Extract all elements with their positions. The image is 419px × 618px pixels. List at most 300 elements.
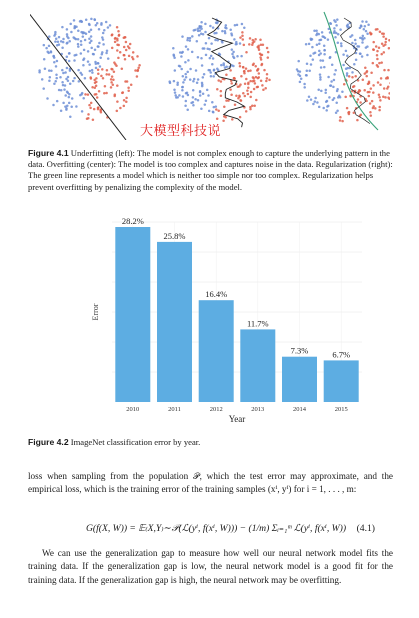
data-point bbox=[197, 99, 200, 102]
data-point bbox=[66, 35, 69, 38]
data-point bbox=[378, 93, 381, 96]
data-point bbox=[93, 79, 96, 82]
data-point bbox=[252, 76, 255, 79]
data-point bbox=[376, 64, 379, 66]
data-point bbox=[136, 70, 139, 73]
data-point bbox=[181, 51, 184, 54]
data-point bbox=[245, 110, 248, 113]
data-point bbox=[383, 87, 386, 90]
data-point bbox=[215, 108, 218, 111]
data-point bbox=[254, 38, 257, 41]
data-point bbox=[97, 72, 100, 75]
data-point bbox=[242, 92, 245, 95]
data-point bbox=[347, 24, 350, 27]
data-point bbox=[48, 79, 51, 82]
data-point bbox=[220, 80, 223, 83]
data-point bbox=[330, 22, 333, 25]
data-point bbox=[245, 51, 248, 54]
data-point bbox=[340, 45, 343, 48]
data-point bbox=[136, 75, 139, 78]
data-point bbox=[320, 90, 323, 93]
data-point bbox=[243, 26, 246, 29]
data-point bbox=[299, 75, 302, 78]
data-point bbox=[62, 38, 65, 41]
data-point bbox=[388, 47, 390, 50]
data-point bbox=[247, 70, 250, 73]
data-point bbox=[112, 79, 115, 82]
data-point bbox=[88, 37, 91, 40]
data-point bbox=[363, 89, 366, 92]
data-point bbox=[41, 78, 44, 81]
data-point bbox=[346, 72, 349, 75]
data-point bbox=[244, 82, 247, 85]
x-tick-label: 2011 bbox=[168, 406, 181, 413]
data-point bbox=[196, 40, 199, 43]
data-point bbox=[266, 73, 269, 76]
data-point bbox=[323, 49, 326, 52]
data-point bbox=[351, 76, 354, 79]
data-point bbox=[251, 43, 254, 46]
data-point bbox=[378, 47, 381, 50]
data-point bbox=[241, 23, 244, 26]
data-point bbox=[174, 69, 177, 72]
data-point bbox=[48, 69, 51, 72]
figure-4-1-label: Figure 4.1 bbox=[28, 148, 69, 158]
data-point bbox=[359, 89, 362, 92]
data-point bbox=[123, 36, 126, 39]
data-point bbox=[88, 63, 91, 66]
data-point bbox=[248, 43, 251, 46]
data-point bbox=[318, 54, 321, 57]
data-point bbox=[101, 53, 104, 56]
data-point bbox=[200, 28, 203, 31]
data-point bbox=[361, 41, 364, 44]
data-point bbox=[110, 78, 113, 81]
data-point bbox=[217, 109, 220, 112]
data-point bbox=[230, 94, 233, 97]
data-point bbox=[249, 80, 252, 83]
data-point bbox=[384, 41, 387, 44]
data-point bbox=[260, 53, 263, 56]
data-point bbox=[321, 31, 324, 34]
data-point bbox=[137, 66, 140, 69]
data-point bbox=[330, 80, 333, 83]
data-point bbox=[103, 92, 106, 95]
data-point bbox=[55, 74, 58, 77]
data-point bbox=[242, 66, 245, 69]
data-point bbox=[231, 53, 234, 56]
data-point bbox=[180, 68, 183, 71]
data-point bbox=[328, 96, 331, 99]
data-point bbox=[254, 82, 257, 85]
data-point bbox=[88, 30, 91, 33]
data-point bbox=[235, 94, 238, 97]
data-point bbox=[256, 86, 259, 89]
data-point bbox=[381, 43, 384, 46]
data-point bbox=[192, 80, 195, 83]
data-point bbox=[303, 86, 306, 89]
data-point bbox=[43, 58, 46, 61]
data-point bbox=[189, 39, 192, 42]
data-point bbox=[339, 116, 342, 119]
data-point bbox=[240, 75, 243, 78]
data-point bbox=[111, 33, 114, 36]
data-point bbox=[366, 70, 369, 73]
data-point bbox=[346, 107, 349, 110]
data-point bbox=[96, 96, 99, 99]
data-point bbox=[186, 39, 189, 42]
data-point bbox=[215, 105, 218, 108]
figure-4-2-caption bbox=[28, 437, 393, 448]
bar-2012 bbox=[199, 300, 234, 402]
data-point bbox=[374, 107, 377, 110]
data-point bbox=[235, 43, 238, 46]
data-point bbox=[211, 101, 214, 104]
data-point bbox=[312, 58, 315, 61]
data-point bbox=[340, 42, 343, 45]
data-point bbox=[360, 25, 363, 28]
data-point bbox=[366, 33, 369, 36]
data-point bbox=[332, 86, 335, 89]
data-point bbox=[310, 98, 313, 101]
data-point bbox=[58, 89, 61, 92]
data-point bbox=[244, 95, 247, 98]
data-point bbox=[105, 52, 108, 55]
data-point bbox=[42, 87, 45, 90]
data-point bbox=[95, 93, 98, 96]
data-point bbox=[308, 96, 311, 99]
data-point bbox=[74, 25, 77, 28]
data-point bbox=[97, 106, 100, 109]
data-point bbox=[358, 45, 361, 48]
data-point bbox=[337, 41, 340, 44]
data-point bbox=[174, 94, 177, 97]
data-point bbox=[319, 73, 322, 76]
data-point bbox=[324, 92, 327, 95]
data-point bbox=[265, 80, 268, 83]
data-point bbox=[123, 105, 126, 108]
data-point bbox=[334, 36, 337, 39]
data-point bbox=[66, 55, 69, 58]
data-point bbox=[359, 52, 362, 55]
data-point bbox=[325, 100, 328, 103]
data-point bbox=[189, 37, 192, 40]
data-point bbox=[305, 74, 308, 77]
data-point bbox=[387, 85, 390, 88]
data-point bbox=[220, 64, 223, 67]
data-point bbox=[253, 80, 256, 83]
data-point bbox=[209, 71, 212, 74]
data-point bbox=[369, 111, 372, 114]
data-point bbox=[211, 63, 214, 66]
data-point bbox=[212, 26, 215, 29]
data-point bbox=[38, 71, 41, 74]
data-point bbox=[101, 36, 104, 39]
data-point bbox=[311, 46, 314, 49]
data-point bbox=[231, 118, 234, 121]
data-point bbox=[79, 72, 82, 75]
data-point bbox=[229, 88, 232, 91]
data-point bbox=[316, 101, 319, 104]
data-point bbox=[102, 43, 105, 46]
data-point bbox=[363, 37, 366, 40]
data-point bbox=[199, 94, 202, 97]
data-point bbox=[308, 43, 311, 46]
data-point bbox=[209, 57, 212, 60]
data-point bbox=[87, 60, 90, 63]
data-point bbox=[216, 68, 219, 71]
data-point bbox=[84, 93, 87, 96]
bar-2010 bbox=[115, 227, 150, 402]
data-point bbox=[369, 102, 372, 105]
data-point bbox=[100, 75, 103, 78]
data-point bbox=[359, 37, 362, 40]
data-point bbox=[55, 77, 58, 80]
data-point bbox=[221, 41, 224, 44]
data-point bbox=[192, 96, 195, 99]
data-point bbox=[173, 54, 176, 57]
data-point bbox=[193, 78, 196, 81]
data-point bbox=[367, 91, 370, 94]
data-point bbox=[115, 64, 118, 67]
data-point bbox=[111, 47, 114, 50]
data-point bbox=[88, 23, 91, 26]
data-point bbox=[91, 69, 94, 72]
data-point bbox=[134, 69, 137, 72]
data-point bbox=[56, 44, 59, 47]
data-point bbox=[300, 78, 303, 81]
data-point bbox=[75, 38, 78, 41]
data-point bbox=[90, 102, 93, 105]
data-point bbox=[322, 59, 325, 62]
data-point bbox=[127, 90, 130, 93]
data-point bbox=[209, 25, 212, 28]
data-point bbox=[114, 37, 117, 40]
data-point bbox=[185, 76, 188, 79]
data-point bbox=[61, 69, 64, 72]
data-point bbox=[363, 28, 366, 31]
data-point bbox=[54, 40, 57, 43]
data-point bbox=[384, 96, 387, 99]
data-point bbox=[378, 96, 381, 99]
data-point bbox=[247, 93, 250, 96]
data-point bbox=[201, 64, 204, 67]
data-point bbox=[85, 18, 88, 21]
data-point bbox=[319, 78, 322, 81]
bar-value-label: 25.8% bbox=[163, 230, 186, 241]
data-point bbox=[68, 60, 71, 63]
data-point bbox=[49, 76, 52, 79]
data-point bbox=[202, 93, 205, 96]
data-point bbox=[315, 29, 318, 32]
data-point bbox=[65, 78, 68, 81]
data-point bbox=[216, 88, 219, 91]
data-point bbox=[250, 91, 253, 94]
data-point bbox=[61, 26, 64, 29]
data-point bbox=[310, 63, 313, 66]
data-point bbox=[186, 91, 189, 94]
data-point bbox=[212, 111, 215, 114]
data-point bbox=[192, 89, 195, 92]
data-point bbox=[223, 115, 226, 118]
data-point bbox=[380, 61, 383, 64]
data-point bbox=[123, 99, 126, 102]
data-point bbox=[90, 40, 93, 43]
data-point bbox=[372, 105, 375, 108]
data-point bbox=[123, 54, 126, 57]
data-point bbox=[268, 79, 271, 82]
bar-value-label: 11.7% bbox=[246, 318, 269, 329]
data-point bbox=[327, 38, 330, 41]
data-point bbox=[176, 82, 179, 85]
data-point bbox=[303, 83, 306, 86]
underfitting-panel bbox=[30, 12, 141, 140]
data-point bbox=[376, 54, 379, 57]
data-point bbox=[181, 35, 184, 38]
data-point bbox=[233, 77, 236, 80]
data-point bbox=[241, 31, 244, 34]
data-point bbox=[239, 42, 242, 45]
data-point bbox=[325, 109, 328, 112]
data-point bbox=[353, 85, 356, 88]
data-point bbox=[68, 102, 71, 105]
data-point bbox=[48, 35, 51, 38]
data-point bbox=[343, 83, 346, 86]
data-point bbox=[336, 88, 339, 91]
data-point bbox=[98, 28, 101, 31]
data-point bbox=[174, 91, 177, 94]
data-point bbox=[117, 57, 120, 60]
data-point bbox=[66, 42, 69, 45]
data-point bbox=[182, 81, 185, 84]
data-point bbox=[318, 43, 321, 46]
data-point bbox=[240, 55, 243, 58]
data-point bbox=[53, 61, 56, 64]
data-point bbox=[94, 82, 97, 85]
data-point bbox=[229, 69, 232, 72]
data-point bbox=[121, 67, 124, 70]
data-point bbox=[237, 85, 240, 88]
data-point bbox=[184, 73, 187, 76]
data-point bbox=[103, 29, 106, 32]
data-point bbox=[377, 81, 380, 84]
data-point bbox=[327, 105, 330, 108]
data-point bbox=[337, 96, 340, 99]
data-point bbox=[63, 88, 66, 91]
data-point bbox=[266, 47, 269, 50]
data-point bbox=[249, 69, 252, 72]
data-point bbox=[127, 45, 130, 48]
data-point bbox=[262, 88, 265, 91]
data-point bbox=[87, 113, 90, 116]
data-point bbox=[176, 96, 179, 99]
data-point bbox=[101, 68, 104, 71]
data-point bbox=[245, 67, 248, 70]
data-point bbox=[83, 32, 86, 35]
data-point bbox=[82, 35, 85, 38]
data-point bbox=[342, 53, 345, 56]
data-point bbox=[125, 97, 128, 100]
data-point bbox=[79, 94, 82, 97]
data-point bbox=[389, 82, 390, 85]
data-point bbox=[245, 78, 248, 81]
data-point bbox=[105, 21, 108, 24]
data-point bbox=[91, 71, 94, 74]
bar-value-label: 28.2% bbox=[121, 216, 144, 226]
data-point bbox=[310, 37, 313, 40]
data-point bbox=[179, 51, 182, 54]
data-point bbox=[82, 59, 85, 62]
data-point bbox=[99, 56, 102, 59]
data-point bbox=[260, 58, 263, 61]
data-point bbox=[327, 76, 330, 79]
data-point bbox=[66, 33, 69, 36]
data-point bbox=[253, 104, 256, 107]
data-point bbox=[84, 39, 87, 42]
data-point bbox=[375, 28, 378, 31]
data-point bbox=[65, 107, 68, 110]
data-point bbox=[318, 106, 321, 109]
data-point bbox=[71, 97, 74, 100]
data-point bbox=[375, 45, 378, 48]
data-point bbox=[119, 107, 122, 110]
data-point bbox=[370, 71, 373, 74]
data-point bbox=[333, 73, 336, 76]
data-point bbox=[267, 51, 270, 54]
data-point bbox=[299, 70, 302, 73]
data-point bbox=[205, 42, 208, 45]
data-point bbox=[182, 95, 185, 98]
x-tick-label: 2010 bbox=[126, 406, 140, 413]
data-point bbox=[132, 51, 135, 54]
data-point bbox=[122, 91, 125, 94]
data-point bbox=[116, 39, 119, 42]
data-point bbox=[46, 97, 49, 100]
data-point bbox=[361, 55, 364, 58]
data-point bbox=[256, 69, 259, 72]
data-point bbox=[330, 84, 333, 87]
data-point bbox=[125, 101, 128, 104]
data-point bbox=[339, 119, 342, 122]
data-point bbox=[196, 81, 199, 84]
data-point bbox=[200, 25, 203, 28]
data-point bbox=[306, 99, 309, 102]
y-axis-label: Error bbox=[91, 303, 100, 321]
data-point bbox=[362, 35, 365, 38]
data-point bbox=[388, 92, 390, 95]
data-point bbox=[376, 50, 379, 53]
data-point bbox=[194, 29, 197, 32]
data-point bbox=[68, 96, 71, 99]
data-point bbox=[333, 27, 336, 30]
x-tick-label: 2015 bbox=[334, 406, 348, 413]
data-point bbox=[314, 100, 317, 103]
data-point bbox=[230, 82, 233, 85]
data-point bbox=[234, 24, 237, 27]
data-point bbox=[44, 67, 47, 70]
data-point bbox=[81, 110, 84, 113]
data-point bbox=[88, 104, 91, 107]
data-point bbox=[231, 48, 234, 51]
data-point bbox=[372, 48, 375, 51]
data-point bbox=[186, 109, 189, 112]
data-point bbox=[382, 95, 385, 98]
data-point bbox=[386, 77, 389, 80]
data-point bbox=[243, 44, 246, 47]
data-point bbox=[104, 85, 107, 88]
data-point bbox=[385, 38, 388, 41]
data-point bbox=[306, 62, 309, 64]
